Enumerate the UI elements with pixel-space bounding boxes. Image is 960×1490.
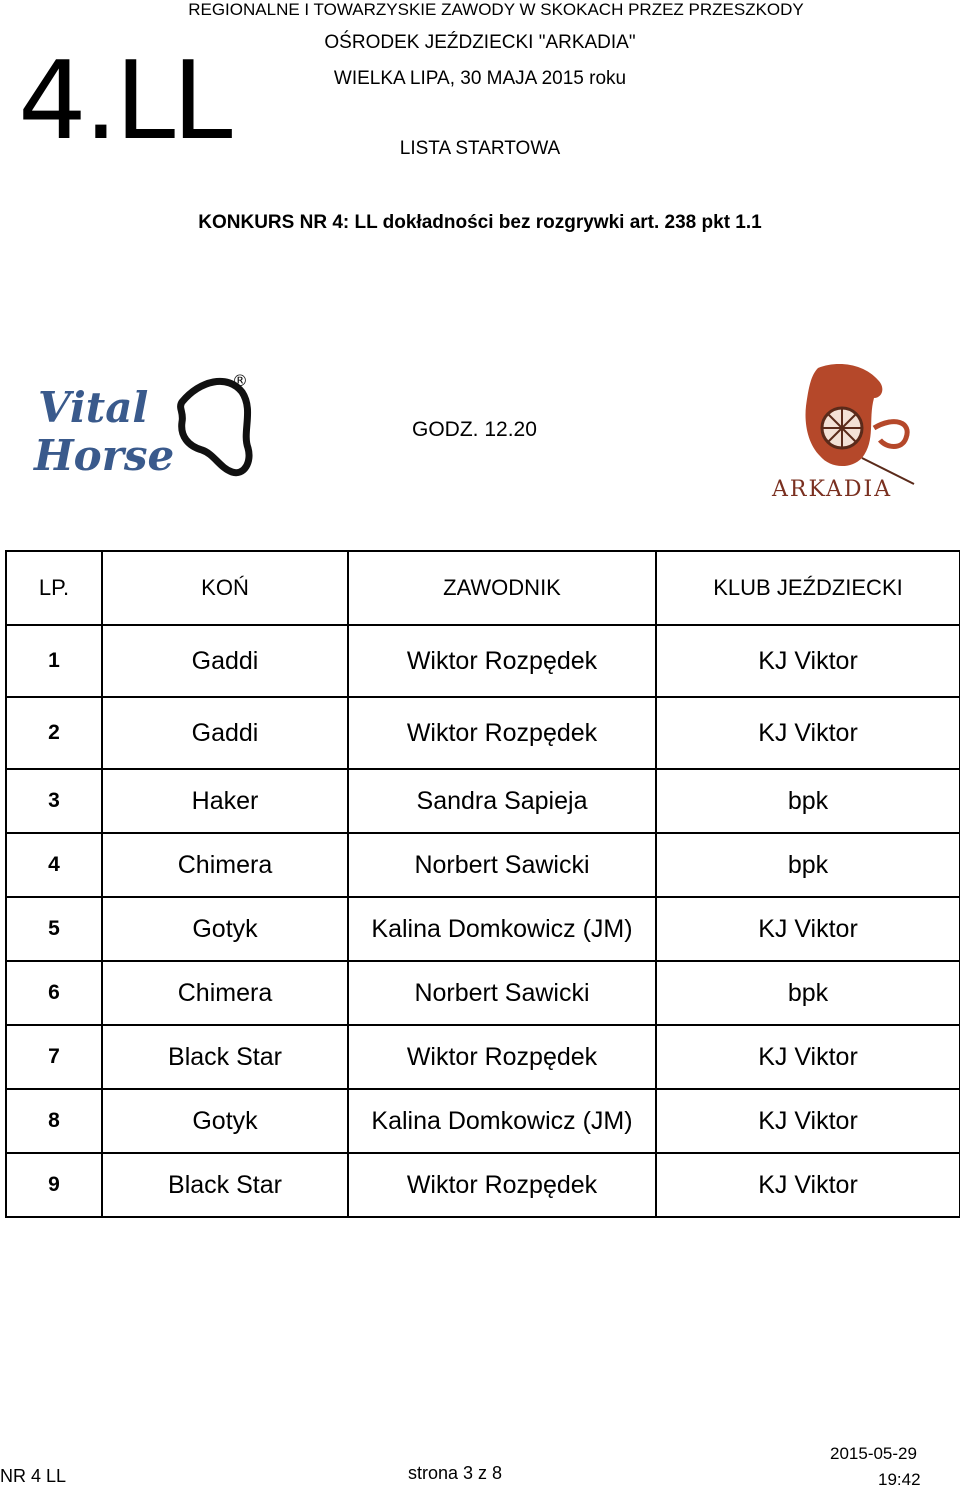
place-date: WIELKA LIPA, 30 MAJA 2015 roku [333, 68, 627, 89]
cell-lp: 9 [6, 1153, 102, 1217]
cell-club: bpk [656, 769, 960, 833]
cell-lp: 6 [6, 961, 102, 1025]
cell-horse: Gotyk [102, 897, 348, 961]
cell-rider: Norbert Sawicki [348, 961, 656, 1025]
registered-mark: ® [232, 371, 248, 390]
cell-lp: 8 [6, 1089, 102, 1153]
venue-name: OŚRODEK JEŹDZIECKI "ARKADIA" [324, 32, 636, 53]
table-row [6, 961, 960, 1025]
cell-club: KJ Viktor [656, 1153, 960, 1217]
cell-club: KJ Viktor [656, 625, 960, 697]
cell-rider: Wiktor Rozpędek [348, 1025, 656, 1089]
cell-rider: Sandra Sapieja [348, 769, 656, 833]
horse-head-icon [181, 381, 249, 472]
footer-date: 2015-05-29 [830, 1444, 917, 1463]
vital-horse-line1: Vital [38, 383, 149, 432]
cell-lp: 3 [6, 769, 102, 833]
cell-horse: Gaddi [102, 625, 348, 697]
cell-club: KJ Viktor [656, 697, 960, 769]
competition-title: KONKURS NR 4: LL dokładności bez rozgrywki art. 238 pkt 1.1 [198, 212, 762, 233]
cell-rider: Wiktor Rozpędek [348, 697, 656, 769]
cell-lp: 7 [6, 1025, 102, 1089]
list-title: LISTA STARTOWA [399, 138, 561, 159]
table-row [6, 697, 960, 769]
table-row [6, 1153, 960, 1217]
cell-horse: Gotyk [102, 1089, 348, 1153]
cell-lp: 4 [6, 833, 102, 897]
footer-competition-code: NR 4 LL [0, 1466, 67, 1486]
cell-lp: 1 [6, 625, 102, 697]
cell-lp: 5 [6, 897, 102, 961]
vital-horse-logo [32, 366, 262, 486]
table-row [6, 897, 960, 961]
start-time: GODZ. 12.20 [412, 418, 537, 441]
col-header-club: KLUB JEŹDZIECKI [656, 551, 960, 625]
footer-time: 19:42 [878, 1470, 921, 1489]
cell-lp: 2 [6, 697, 102, 769]
table-row [6, 625, 960, 697]
cell-club: bpk [656, 833, 960, 897]
table-row [6, 1089, 960, 1153]
footer-page-number: strona 3 z 8 [408, 1463, 503, 1483]
cell-club: bpk [656, 961, 960, 1025]
vital-horse-line2: Horse [34, 431, 175, 480]
cell-horse: Gaddi [102, 697, 348, 769]
cell-rider: Wiktor Rozpędek [348, 1153, 656, 1217]
cell-club: KJ Viktor [656, 1089, 960, 1153]
cell-horse: Haker [102, 769, 348, 833]
arkadia-logo [764, 358, 940, 504]
table-row [6, 1025, 960, 1089]
col-header-horse: KOŃ [102, 551, 348, 625]
cell-club: KJ Viktor [656, 1025, 960, 1089]
arkadia-wordmark: ARKADIA [772, 477, 893, 502]
cell-horse: Black Star [102, 1025, 348, 1089]
start-list-table [5, 550, 960, 1218]
col-header-lp: LP. [6, 551, 102, 625]
cell-rider: Wiktor Rozpędek [348, 625, 656, 697]
cell-horse: Black Star [102, 1153, 348, 1217]
cell-rider: Kalina Domkowicz (JM) [348, 1089, 656, 1153]
cell-rider: Norbert Sawicki [348, 833, 656, 897]
table-row [6, 833, 960, 897]
table-header-row [6, 551, 960, 625]
competition-code: 4.LL [18, 39, 230, 164]
event-title: REGIONALNE I TOWARZYSKIE ZAWODY W SKOKACH PRZEZ PRZESZKODY [188, 0, 804, 19]
col-header-rider: ZAWODNIK [348, 551, 656, 625]
cell-rider: Kalina Domkowicz (JM) [348, 897, 656, 961]
cell-horse: Chimera [102, 833, 348, 897]
cell-club: KJ Viktor [656, 897, 960, 961]
table-row [6, 769, 960, 833]
cell-horse: Chimera [102, 961, 348, 1025]
